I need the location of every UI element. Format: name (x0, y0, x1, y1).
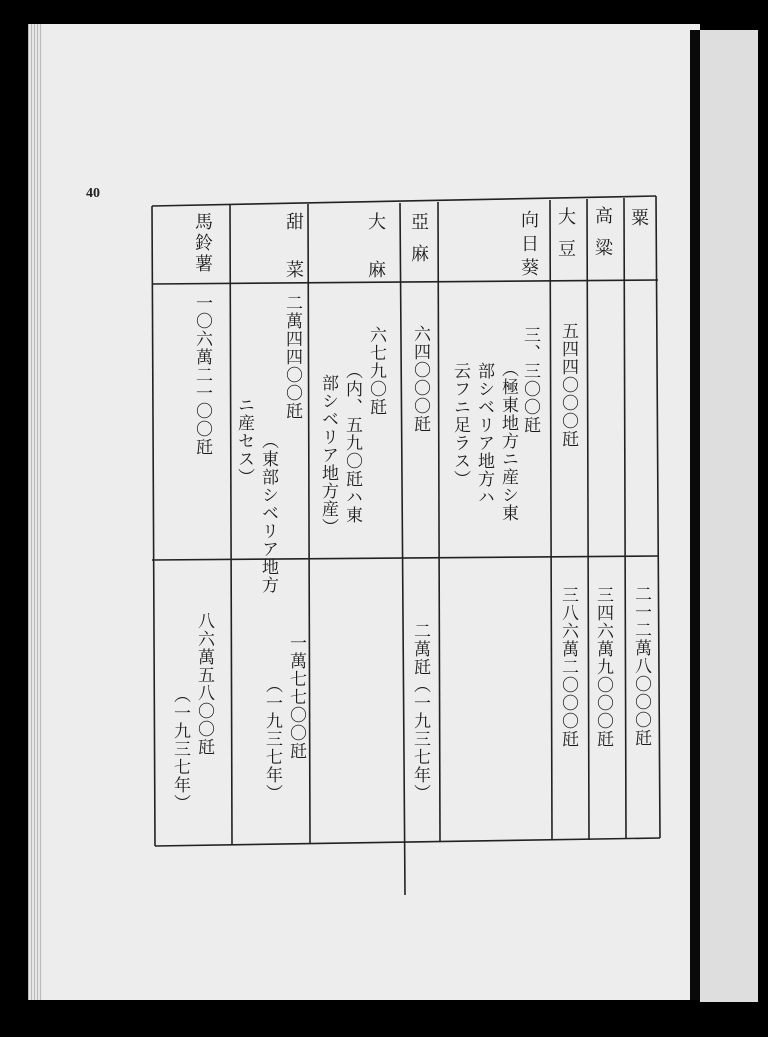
column-rule (152, 556, 658, 560)
row-amount-flax: 六四〇〇〇瓩 (410, 325, 430, 433)
page-number: 40 (86, 186, 100, 201)
row-note-sunflower-2: 部シベリア地方ハ (474, 362, 494, 506)
row-note-sugar-beet-1: （東部シベリア地方 (258, 432, 278, 594)
header-rule (152, 280, 658, 284)
row-other-sugar-beet-1: 一萬七七〇〇瓩 (286, 634, 306, 760)
row-note-sunflower-1: （極東地方ニ産シ東 (498, 360, 518, 522)
row-amount-hemp: 六七九〇瓩 (366, 326, 386, 416)
row-label-millet: 粟 (628, 208, 649, 240)
row-label-soybean: 大豆 (555, 207, 576, 271)
row-amount-sugar-beet: 二萬四四〇〇瓩 (282, 294, 302, 420)
row-amount-soybean: 五四四〇〇〇瓩 (558, 322, 578, 448)
row-label-sorghum: 高粱 (592, 206, 613, 270)
row-note-hemp-2: 部シベリア地方産） (318, 374, 338, 536)
table-bottom-rule (155, 838, 660, 846)
row-note-sunflower-3: 云フニ足ラス） (450, 362, 470, 488)
row-note-sugar-beet-2: ニ産セス） (234, 396, 254, 486)
table-left-rule (152, 206, 155, 846)
row-note-hemp-1: （内、五九〇瓩ハ東 (342, 362, 362, 524)
table-right-rule (656, 196, 660, 838)
row-amount-potato: 一〇六萬二一〇〇瓩 (192, 294, 212, 456)
row-label-flax: 亞麻 (408, 212, 429, 276)
row-other-millet: 二一二萬八〇〇〇瓩 (631, 585, 651, 747)
row-label-hemp: 大麻 (365, 212, 386, 308)
row-label-sugar-beet: 甜菜 (283, 212, 304, 308)
row-label-sunflower: 向日葵 (518, 210, 539, 282)
row-label-potato: 馬鈴薯 (192, 212, 213, 275)
table-top-rule (152, 196, 656, 206)
row-other-sugar-beet-2: （一九三七年） (262, 676, 282, 802)
row-other-sorghum: 三四六萬九〇〇〇瓩 (593, 586, 613, 748)
row-other-soybean: 三八六萬二〇〇〇瓩 (558, 586, 578, 748)
row-amount-sunflower: 三、三〇〇瓩 (520, 326, 540, 434)
row-other-potato-1: 八六萬五八〇〇瓩 (194, 612, 214, 756)
row-other-flax: 二萬瓩（一九三七年） (410, 622, 430, 802)
row-other-potato-2: （一九三七年） (170, 686, 190, 812)
